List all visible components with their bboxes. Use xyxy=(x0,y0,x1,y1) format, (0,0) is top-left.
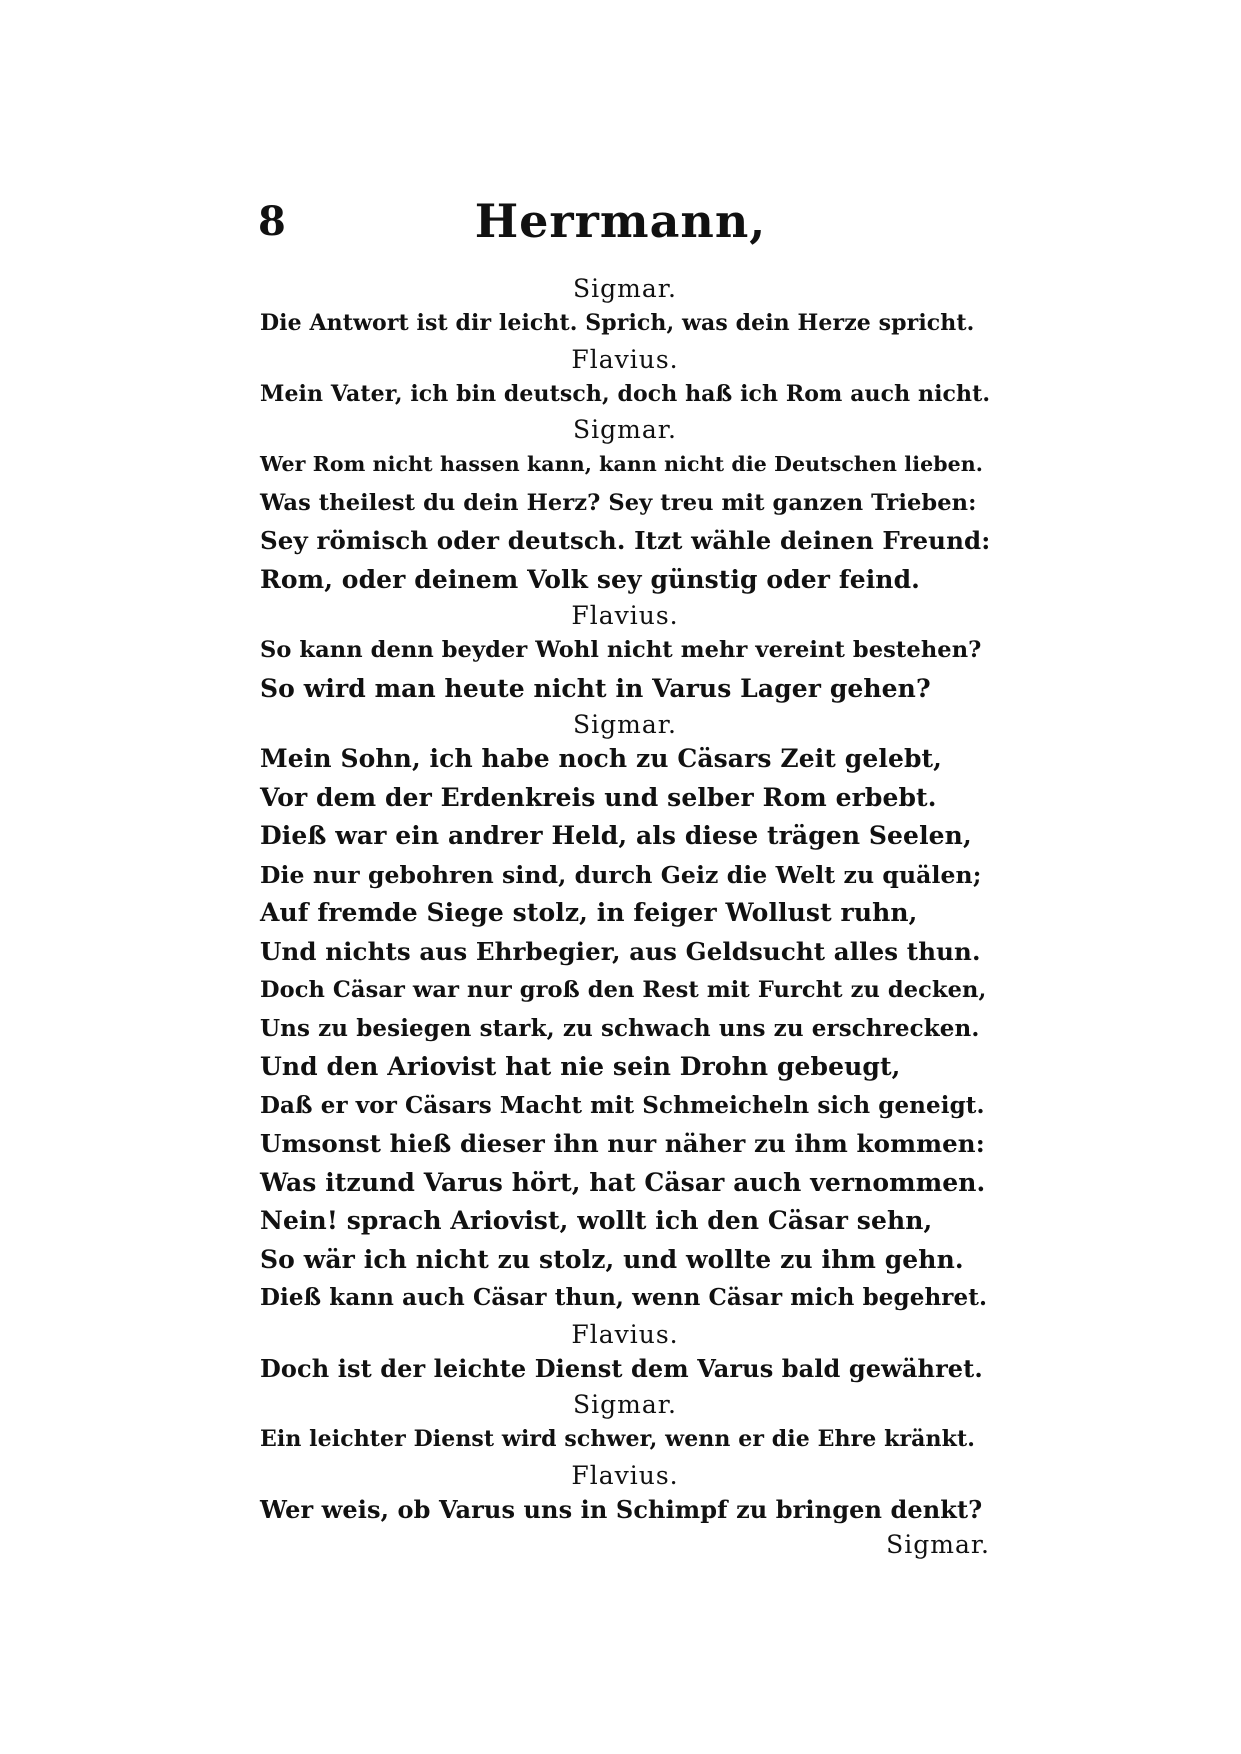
verse-line: Doch Cäsar war nur groß den Rest mit Furcht zu decken, xyxy=(260,977,987,1003)
verse-line: Mein Sohn, ich habe noch zu Cäsars Zeit gelebt, xyxy=(260,744,942,773)
verse-line: Was theilest du dein Herz? Sey treu mit ganzen Trieben: xyxy=(260,489,977,516)
verse-line: So wär ich nicht zu stolz, und wollte zu ihm gehn. xyxy=(260,1244,964,1274)
speaker-name: Flavius. xyxy=(571,601,679,630)
verse-line: Dieß kann auch Cäsar thun, wenn Cäsar mich begehret. xyxy=(260,1284,988,1311)
verse-line: Dieß war ein andrer Held, als diese trägen Seelen, xyxy=(260,821,972,850)
verse-line: Wer weis, ob Varus uns in Schimpf zu bringen denkt? xyxy=(260,1494,983,1524)
speaker-name: Sigmar. xyxy=(573,710,677,739)
speaker-name: Sigmar. xyxy=(573,415,677,444)
running-head: Herrmann, xyxy=(474,194,767,248)
verse-line: So kann denn beyder Wohl nicht mehr vereint bestehen? xyxy=(260,637,982,663)
verse-line: Vor dem der Erdenkreis und selber Rom erbebt. xyxy=(260,782,937,812)
verse-line: Was itzund Varus hört, hat Cäsar auch vernommen. xyxy=(260,1167,986,1197)
verse-line: Wer Rom nicht hassen kann, kann nicht die Deutschen lieben. xyxy=(260,452,984,476)
verse-line: Mein Vater, ich bin deutsch, doch haß ich Rom auch nicht. xyxy=(260,380,991,407)
verse-text xyxy=(260,272,990,1561)
speaker-name: Flavius. xyxy=(571,1319,679,1349)
verse-line: Sey römisch oder deutsch. Itzt wähle deinen Freund: xyxy=(260,526,991,555)
speaker-name: Sigmar. xyxy=(573,274,677,303)
verse-line: Und den Ariovist hat nie sein Drohn gebeugt, xyxy=(260,1052,901,1081)
speaker-name: Flavius. xyxy=(571,1460,679,1490)
page-number: 8 xyxy=(258,198,286,245)
verse-line: Ein leichter Dienst wird schwer, wenn er die Ehre kränkt. xyxy=(260,1426,975,1452)
verse-line: Uns zu besiegen stark, zu schwach uns zu erschrecken. xyxy=(260,1014,980,1042)
verse-line: Auf fremde Siege stolz, in feiger Wollust ruhn, xyxy=(260,898,918,927)
verse-line: Die Antwort ist dir leicht. Sprich, was dein Herze spricht. xyxy=(260,310,975,336)
verse-line: Und nichts aus Ehrbegier, aus Geldsucht alles thun. xyxy=(260,936,981,966)
verse-line: Nein! sprach Ariovist, wollt ich den Cäsar sehn, xyxy=(260,1206,933,1235)
verse-line: Rom, oder deinem Volk sey günstig oder feind. xyxy=(260,564,920,594)
verse-line: Doch ist der leichte Dienst dem Varus bald gewähret. xyxy=(260,1353,983,1383)
speaker-name: Flavius. xyxy=(571,344,679,374)
speaker-name: Sigmar. xyxy=(573,1390,677,1419)
verse-line: Daß er vor Cäsars Macht mit Schmeicheln sich geneigt. xyxy=(260,1091,985,1119)
verse-line: Umsonst hieß dieser ihn nur näher zu ihm kommen: xyxy=(260,1129,985,1158)
verse-line: So wird man heute nicht in Varus Lager gehen? xyxy=(260,673,931,703)
verse-line: Die nur gebohren sind, durch Geiz die Welt zu quälen; xyxy=(260,860,982,889)
catchword: Sigmar. xyxy=(886,1530,990,1559)
